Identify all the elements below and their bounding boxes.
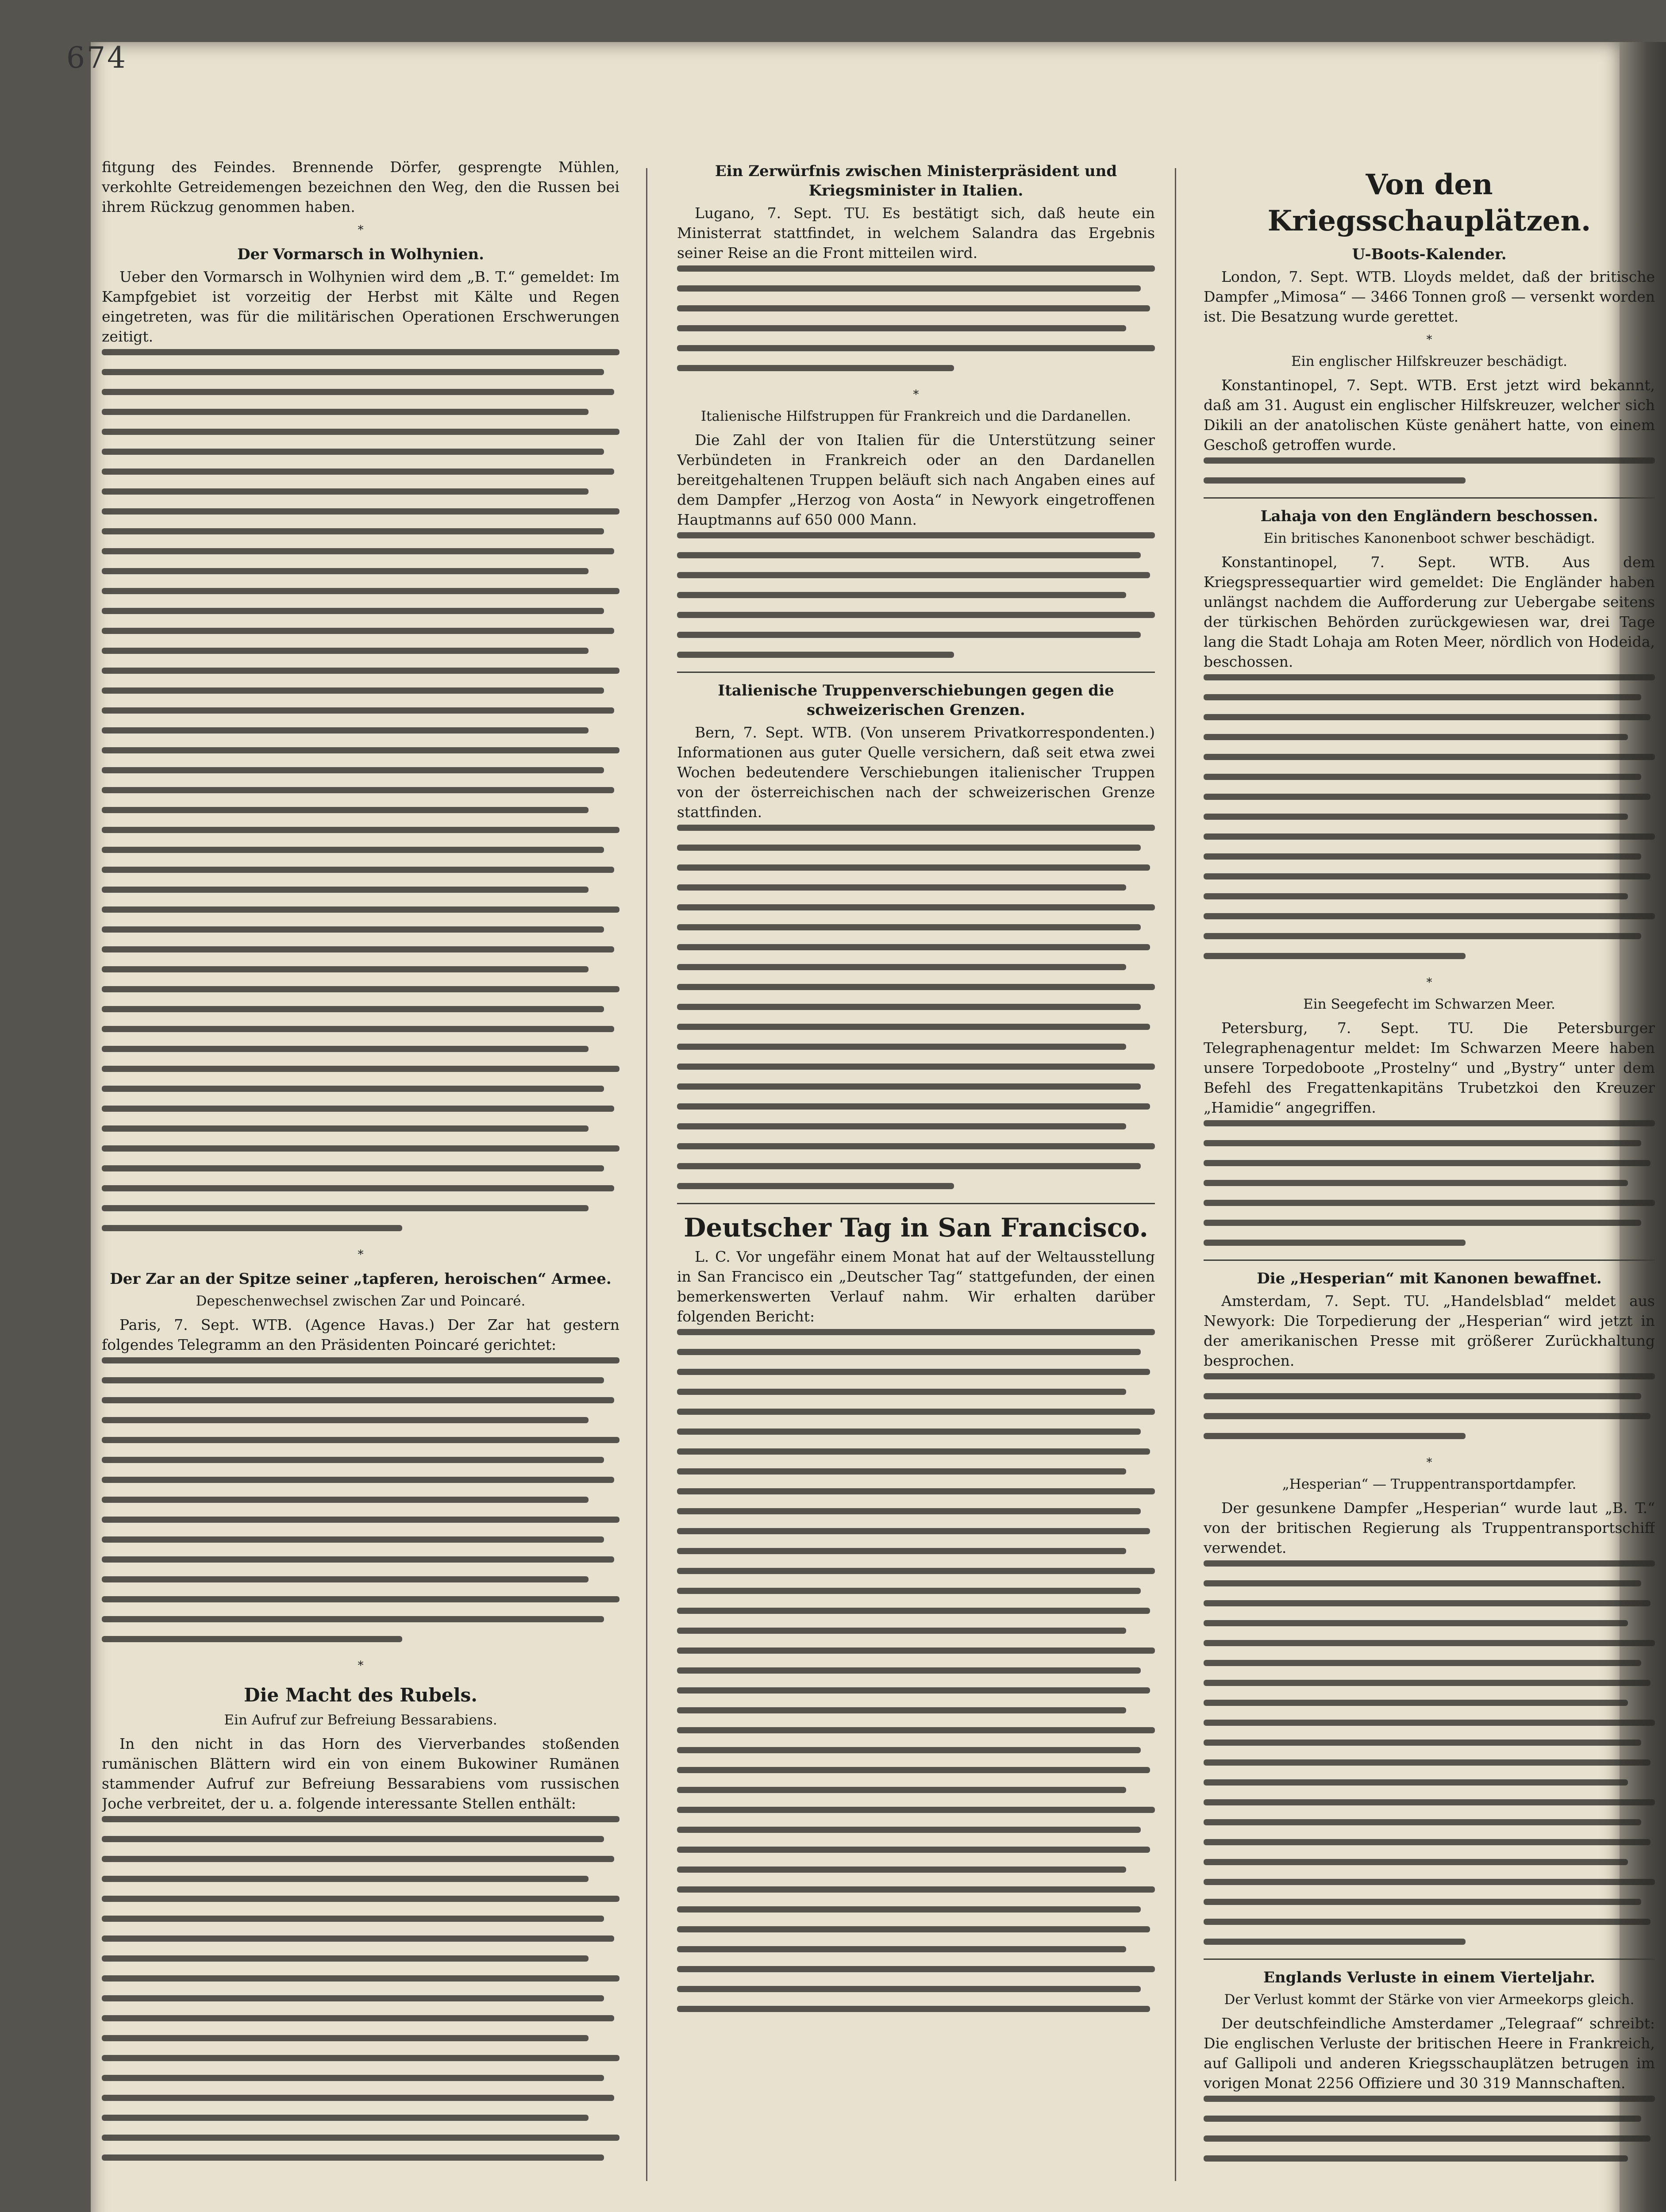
text-line bbox=[102, 548, 614, 554]
text-line bbox=[102, 1006, 604, 1012]
article-body-hilfskreuzer bbox=[1204, 457, 1655, 484]
text-line bbox=[1204, 1140, 1641, 1146]
text-line bbox=[1204, 1120, 1655, 1126]
text-line bbox=[677, 1044, 1126, 1050]
section-rule bbox=[677, 672, 1155, 673]
text-line bbox=[102, 2055, 619, 2061]
text-line bbox=[102, 1066, 619, 1072]
text-line bbox=[1204, 1640, 1655, 1646]
article-body-hilfstruppen bbox=[677, 532, 1155, 658]
text-line bbox=[677, 652, 954, 658]
text-line bbox=[1204, 1160, 1651, 1166]
headline-seegefecht: Ein Seegefecht im Schwarzen Meer. bbox=[1303, 996, 1555, 1012]
text-line bbox=[102, 409, 589, 415]
text-line bbox=[677, 884, 1126, 891]
article-continuation: fitgung des Feindes. Brennende Dörfer, gesprengte Mühlen, verkohlte Getreidemengen bezeichnen den Weg, den die Russen bei ihrem Rückzug genommen haben. bbox=[102, 158, 619, 215]
article-body-zar bbox=[102, 1357, 619, 1642]
text-line bbox=[102, 906, 619, 913]
text-line bbox=[1204, 2116, 1641, 2122]
text-line bbox=[1204, 734, 1628, 740]
text-line bbox=[102, 608, 604, 614]
article-body-hesperian bbox=[1204, 1373, 1655, 1439]
text-line bbox=[1204, 1413, 1651, 1419]
article-body-seegefecht bbox=[1204, 1120, 1655, 1246]
text-line bbox=[1204, 714, 1651, 720]
text-line bbox=[102, 1596, 619, 1602]
text-line bbox=[677, 632, 1141, 638]
text-line bbox=[677, 1508, 1141, 1514]
subheadline-zar-poincare: Depeschenwechsel zwischen Zar und Poincaré. bbox=[196, 1293, 526, 1309]
text-line bbox=[102, 1816, 619, 1822]
text-line bbox=[677, 924, 1141, 930]
text-line bbox=[677, 1143, 1155, 1149]
text-line bbox=[102, 887, 589, 893]
headline-vormarsch-wolhynien: Der Vormarsch in Wolhynien. bbox=[237, 246, 484, 263]
text-line bbox=[102, 1125, 589, 1132]
text-line bbox=[677, 1528, 1150, 1534]
text-line bbox=[677, 1083, 1141, 1090]
text-line bbox=[677, 1064, 1155, 1070]
text-line bbox=[1204, 853, 1641, 860]
text-line bbox=[102, 2035, 589, 2041]
text-line bbox=[1204, 1580, 1641, 1586]
text-line bbox=[102, 648, 589, 654]
article-lead: Konstantinopel, 7. Sept. WTB. Aus dem Kriegspressequartier wird gemeldet: Die Engländer haben unlängst nachdem die Aufforderung zur Uebergabe seitens der türkischen Behörden zurückgewiesen war, drei Tage lang die Stadt Lohaja am Roten Meer, nördlich von Hodeida, beschossen. bbox=[1204, 553, 1655, 670]
text-line bbox=[102, 1856, 614, 1862]
text-line bbox=[677, 345, 1155, 351]
text-line bbox=[102, 1165, 604, 1171]
text-line bbox=[102, 1916, 604, 1922]
headline-truppenverschiebungen: Italienische Truppenverschiebungen gegen die schweizerischen Grenzen. bbox=[718, 682, 1114, 719]
text-line bbox=[1204, 774, 1641, 780]
text-line bbox=[102, 1377, 604, 1383]
text-line bbox=[102, 449, 604, 455]
text-line bbox=[102, 827, 619, 833]
text-line bbox=[677, 1349, 1141, 1355]
article-lead: Der deutschfeindliche Amsterdamer „Telegraaf“ schreibt: Die englischen Verluste der britischen Heere in Frankreich, auf Gallipoli und anderen Kriegsschauplätzen betrugen im vorigen Monat 2256 Offiziere und 30 319 Mannschaften. bbox=[1204, 2015, 1655, 2092]
text-line bbox=[102, 1457, 604, 1463]
text-line bbox=[102, 926, 604, 933]
headline-hilfstruppen: Italienische Hilfstruppen für Frankreich und die Dardanellen. bbox=[700, 408, 1131, 424]
text-line bbox=[1204, 1393, 1641, 1399]
text-line bbox=[1204, 1779, 1628, 1786]
text-line bbox=[1204, 1819, 1641, 1825]
article-lead: L. C. Vor ungefähr einem Monat hat auf der Weltausstellung in San Francisco ein „Deutscher Tag“ stattgefunden, der einen bemerkenswerten Verlauf nahm. Wir erhalten darüber folgenden Bericht: bbox=[677, 1248, 1155, 1325]
text-line bbox=[102, 1936, 614, 1942]
text-line bbox=[677, 1103, 1150, 1110]
text-line bbox=[677, 845, 1141, 851]
text-line bbox=[1204, 893, 1628, 899]
text-line bbox=[1204, 1899, 1641, 1905]
text-line bbox=[1204, 1560, 1655, 1567]
text-line bbox=[677, 944, 1150, 950]
text-line bbox=[1204, 1839, 1651, 1845]
subheadline-bessarabien: Ein Aufruf zur Befreiung Bessarabiens. bbox=[224, 1712, 497, 1728]
text-line bbox=[102, 1185, 614, 1191]
text-line bbox=[1204, 1433, 1466, 1439]
text-line bbox=[677, 1966, 1155, 1972]
subheadline-armeekorps: Der Verlust kommt der Stärke von vier Armeekorps gleich. bbox=[1224, 1992, 1635, 2008]
text-line bbox=[677, 1747, 1141, 1753]
text-line bbox=[677, 285, 1141, 292]
text-line bbox=[677, 1163, 1141, 1169]
text-line bbox=[102, 2015, 614, 2021]
separator-star: * bbox=[1426, 976, 1432, 989]
text-line bbox=[102, 1536, 604, 1543]
text-line bbox=[1204, 794, 1651, 800]
text-line bbox=[677, 1468, 1126, 1475]
text-line bbox=[102, 1975, 619, 1982]
text-line bbox=[102, 429, 619, 435]
text-line bbox=[677, 1707, 1126, 1713]
headline-macht-rubels: Die Macht des Rubels. bbox=[244, 1684, 477, 1706]
page-number: 674 bbox=[66, 41, 127, 75]
text-line bbox=[102, 1026, 614, 1032]
text-line bbox=[677, 1667, 1141, 1674]
section-rule bbox=[1204, 1260, 1655, 1261]
text-line bbox=[1204, 694, 1641, 700]
text-line bbox=[102, 1836, 604, 1842]
text-line bbox=[677, 1409, 1155, 1415]
text-line bbox=[102, 1556, 614, 1563]
text-line bbox=[1204, 814, 1628, 820]
text-line bbox=[102, 707, 614, 714]
text-line bbox=[102, 687, 604, 694]
text-line bbox=[102, 1995, 604, 2001]
headline-englands-verluste: Englands Verluste in einem Vierteljahr. bbox=[1263, 1969, 1595, 1986]
text-line bbox=[102, 966, 589, 972]
section-rule bbox=[1204, 497, 1655, 499]
text-line bbox=[677, 1123, 1126, 1129]
text-line bbox=[102, 1497, 589, 1503]
text-line bbox=[1204, 1720, 1655, 1726]
text-line bbox=[102, 369, 604, 375]
text-line bbox=[102, 2115, 589, 2121]
text-line bbox=[1204, 1220, 1641, 1226]
text-line bbox=[102, 588, 619, 594]
text-line bbox=[1204, 477, 1466, 484]
text-line bbox=[102, 668, 619, 674]
article-lead: Der gesunkene Dampfer „Hesperian“ wurde laut „B. T.“ von der britischen Regierung als Truppentransportschiff verwendet. bbox=[1204, 1499, 1655, 1556]
text-line bbox=[102, 807, 589, 813]
text-line bbox=[102, 767, 604, 773]
text-line bbox=[1204, 1660, 1641, 1666]
text-line bbox=[102, 1517, 619, 1523]
text-line bbox=[102, 1576, 589, 1582]
article-body-deutscher-tag bbox=[677, 1329, 1155, 2015]
headline-deutscher-tag: Deutscher Tag in San Francisco. bbox=[684, 1213, 1148, 1243]
text-line bbox=[102, 628, 614, 634]
article-lead: London, 7. Sept. WTB. Lloyds meldet, daß der britische Dampfer „Mimosa“ — 3466 Tonnen groß — versenkt worden ist. Die Besatzung wurde gerettet. bbox=[1204, 268, 1655, 325]
separator-star: * bbox=[358, 1248, 364, 1261]
article-lead: Konstantinopel, 7. Sept. WTB. Erst jetzt wird bekannt, daß am 31. August ein englischer Hilfskreuzer, welcher sich Dikili an der anatolischen Küste genähert hatte, von einem Geschoß getroffen wurde. bbox=[1204, 376, 1655, 453]
text-line bbox=[1204, 674, 1655, 680]
text-line bbox=[677, 1588, 1141, 1594]
separator-star: * bbox=[913, 388, 919, 401]
text-line bbox=[677, 1847, 1150, 1853]
text-line bbox=[677, 1727, 1155, 1733]
section-rule bbox=[1204, 1959, 1655, 1960]
text-line bbox=[102, 787, 614, 793]
text-line bbox=[1204, 2096, 1655, 2102]
text-line bbox=[102, 1106, 614, 1112]
text-line bbox=[102, 1417, 589, 1423]
text-line bbox=[677, 365, 954, 371]
text-line bbox=[1204, 1759, 1651, 1766]
text-line bbox=[677, 1024, 1150, 1030]
column-rule-1 bbox=[646, 168, 647, 2181]
column-1 bbox=[102, 157, 619, 2174]
text-line bbox=[677, 1429, 1141, 1435]
text-line bbox=[677, 1389, 1126, 1395]
text-line bbox=[1204, 833, 1655, 840]
text-line bbox=[1204, 1859, 1628, 1865]
column-3 bbox=[1204, 157, 1655, 2174]
article-body-vormarsch bbox=[102, 349, 619, 1231]
text-line bbox=[677, 1448, 1150, 1455]
text-line bbox=[102, 2135, 619, 2141]
text-line bbox=[677, 1906, 1141, 1912]
text-line bbox=[1204, 457, 1655, 464]
text-line bbox=[677, 984, 1155, 990]
text-line bbox=[102, 469, 614, 475]
text-line bbox=[102, 986, 619, 992]
text-line bbox=[102, 946, 614, 952]
text-line bbox=[102, 1896, 619, 1902]
text-line bbox=[1204, 1600, 1651, 1606]
text-line bbox=[1204, 754, 1655, 760]
text-line bbox=[102, 1046, 589, 1052]
text-line bbox=[1204, 1240, 1466, 1246]
text-line bbox=[102, 1357, 619, 1363]
text-line bbox=[102, 1616, 604, 1622]
text-line bbox=[677, 904, 1155, 910]
text-line bbox=[677, 552, 1141, 558]
text-line bbox=[102, 1086, 604, 1092]
article-lead: Bern, 7. Sept. WTB. (Von unserem Privatkorrespondenten.) Informationen aus guter Quelle versichern, daß seit etwa zwei Wochen bedeutendere Verschiebungen italienischer Truppen von der österreichischen nach der schweizerischen Grenze stattfinden. bbox=[677, 724, 1155, 821]
text-line bbox=[1204, 1799, 1655, 1805]
text-line bbox=[677, 1827, 1141, 1833]
text-line bbox=[102, 1437, 619, 1443]
text-line bbox=[102, 1876, 589, 1882]
text-line bbox=[102, 1225, 402, 1231]
text-line bbox=[677, 1807, 1155, 1813]
text-line bbox=[677, 1647, 1155, 1654]
text-line bbox=[677, 1329, 1155, 1335]
article-lead: Die Zahl der von Italien für die Unterstützung seiner Verbündeten in Frankreich oder an den Dardanellen bereitgehaltenen Truppen beläuft sich nach Angaben eines auf dem Dampfer „Herzog von Aosta“ in Newyork eingetroffenen Hauptmanns auf 650 000 Mann. bbox=[677, 431, 1155, 528]
text-line bbox=[1204, 1373, 1655, 1379]
article-body-lahaja bbox=[1204, 674, 1655, 959]
text-line bbox=[677, 1488, 1155, 1494]
headline-hilfskreuzer: Ein englischer Hilfskreuzer beschädigt. bbox=[1291, 353, 1567, 369]
text-line bbox=[1204, 913, 1655, 919]
text-line bbox=[1204, 1919, 1651, 1925]
text-line bbox=[1204, 1700, 1628, 1706]
headline-hesperian-kanonen: Die „Hesperian“ mit Kanonen bewaffnet. bbox=[1257, 1270, 1602, 1287]
column-rule-2 bbox=[1175, 168, 1176, 2181]
separator-star: * bbox=[1426, 1456, 1432, 1469]
text-line bbox=[677, 1886, 1155, 1893]
article-lead: Petersburg, 7. Sept. TU. Die Petersburger Telegraphenagentur meldet: Im Schwarzen Meere haben unsere Torpedoboote „Prostelny“ und „Bystry“ unter dem Befehl des Fregattenkapitäns Trubetzkoi den Kreuzer „Hamidie“ angegriffen. bbox=[1204, 1019, 1655, 1116]
text-line bbox=[102, 488, 589, 495]
text-line bbox=[677, 1628, 1126, 1634]
article-lead: Lugano, 7. Sept. TU. Es bestätigt sich, daß heute ein Ministerrat stattfindet, in welchem Salandra das Ergebnis seiner Reise an die Front mitteilen wird. bbox=[677, 204, 1155, 261]
text-line bbox=[102, 528, 604, 534]
text-line bbox=[677, 1866, 1126, 1873]
subheadline-kanonenboot: Ein britisches Kanonenboot schwer beschädigt. bbox=[1263, 530, 1595, 546]
text-line bbox=[677, 1183, 954, 1189]
article-body-zerwuerfnis bbox=[677, 265, 1155, 371]
separator-star: * bbox=[1426, 333, 1432, 346]
text-line bbox=[677, 1787, 1126, 1793]
text-line bbox=[1204, 873, 1651, 879]
text-line bbox=[102, 1145, 619, 1152]
text-line bbox=[677, 1608, 1150, 1614]
section-rule bbox=[677, 1203, 1155, 1204]
text-line bbox=[1204, 1740, 1641, 1746]
text-line bbox=[677, 825, 1155, 831]
text-line bbox=[677, 1767, 1150, 1773]
text-line bbox=[677, 305, 1150, 311]
text-line bbox=[102, 1397, 614, 1403]
text-line bbox=[677, 592, 1126, 598]
headline-zerwuerfnis: Ein Zerwürfnis zwischen Ministerpräsident und Kriegsminister in Italien. bbox=[715, 162, 1117, 200]
text-line bbox=[677, 1004, 1141, 1010]
text-line bbox=[677, 864, 1150, 871]
text-line bbox=[1204, 2135, 1651, 2142]
text-line bbox=[102, 847, 604, 853]
text-line bbox=[102, 389, 614, 395]
text-line bbox=[102, 568, 589, 574]
headline-uboots-kalender: U-Boots-Kalender. bbox=[1352, 246, 1507, 263]
text-line bbox=[677, 1568, 1155, 1574]
text-line bbox=[1204, 1180, 1628, 1186]
text-line bbox=[1204, 2155, 1628, 2162]
text-line bbox=[677, 612, 1155, 618]
headline-lahaja: Lahaja von den Engländern beschossen. bbox=[1260, 507, 1598, 525]
text-line bbox=[102, 1955, 589, 1962]
text-line bbox=[677, 1926, 1150, 1932]
separator-star: * bbox=[358, 223, 364, 237]
text-line bbox=[677, 532, 1155, 538]
text-line bbox=[677, 2006, 1150, 2012]
text-line bbox=[677, 265, 1155, 272]
text-line bbox=[1204, 933, 1641, 939]
text-line bbox=[677, 572, 1150, 578]
text-line bbox=[677, 1369, 1150, 1375]
text-line bbox=[1204, 953, 1466, 959]
text-line bbox=[102, 867, 614, 873]
headline-zar-armee: Der Zar an der Spitze seiner „tapferen, heroischen“ Armee. bbox=[110, 1270, 612, 1288]
article-lead: In den nicht in das Horn des Vierverbandes stoßenden rumänischen Blättern wird ein von einem Bukowiner Rumänen stammender Aufruf zur Befreiung Bessarabiens vom russischen Joche verbreitet, der u. a. folgende interessante Stellen enthält: bbox=[102, 1735, 619, 1812]
article-body-transport bbox=[1204, 1560, 1655, 1945]
headline-hesperian-transport: „Hesperian“ — Truppentransportdampfer. bbox=[1282, 1476, 1577, 1492]
text-line bbox=[1204, 1200, 1655, 1206]
text-line bbox=[677, 1986, 1141, 1992]
article-body-rubels bbox=[102, 1816, 619, 2174]
text-line bbox=[677, 964, 1126, 970]
article-body-verluste bbox=[1204, 2096, 1655, 2174]
column-2 bbox=[677, 157, 1155, 2015]
text-line bbox=[1204, 1620, 1628, 1626]
text-line bbox=[677, 325, 1126, 331]
text-line bbox=[102, 1477, 614, 1483]
text-line bbox=[102, 727, 589, 733]
text-line bbox=[102, 2154, 604, 2161]
text-line bbox=[102, 349, 619, 355]
text-line bbox=[102, 508, 619, 515]
text-line bbox=[1204, 1879, 1655, 1885]
text-line bbox=[677, 1687, 1150, 1694]
text-line bbox=[1204, 1680, 1651, 1686]
article-lead: Paris, 7. Sept. WTB. (Agence Havas.) Der Zar hat gestern folgendes Telegramm an den Präsidenten Poincaré gerichtet: bbox=[102, 1316, 619, 1353]
text-line bbox=[102, 1636, 402, 1642]
article-body-truppenverschiebungen bbox=[677, 825, 1155, 1189]
article-lead: Amsterdam, 7. Sept. TU. „Handelsblad“ meldet aus Newyork: Die Torpedierung der „Hesperian“ wird jetzt in der amerikanischen Presse mit größerer Zurückhaltung besprochen. bbox=[1204, 1292, 1655, 1369]
section-title-kriegsschauplaetze: Von den Kriegsschauplätzen. bbox=[1267, 168, 1591, 238]
text-line bbox=[102, 2095, 614, 2101]
article-lead: Ueber den Vormarsch in Wolhynien wird dem „B. T.“ gemeldet: Im Kampfgebiet ist vorzeitig der Herbst mit Kälte und Regen eingetreten, was für die militärischen Operationen Erschwerungen zeitigt. bbox=[102, 268, 619, 345]
text-line bbox=[102, 2075, 604, 2081]
text-line bbox=[1204, 1939, 1466, 1945]
text-line bbox=[102, 747, 619, 753]
separator-star: * bbox=[358, 1659, 364, 1672]
text-line bbox=[677, 1548, 1126, 1554]
text-line bbox=[102, 1205, 589, 1211]
text-line bbox=[677, 1946, 1126, 1952]
